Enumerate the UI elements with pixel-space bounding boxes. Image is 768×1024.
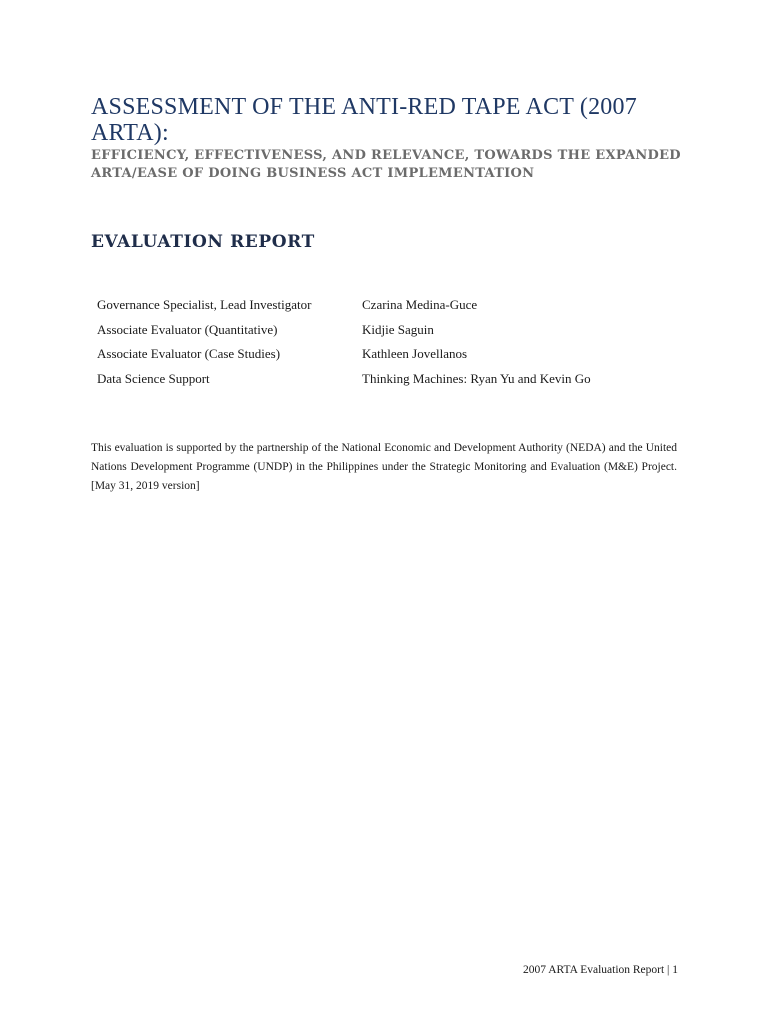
table-row — [97, 367, 657, 392]
evaluation-team-table — [97, 293, 657, 391]
team-member-name: Kidjie Saguin — [362, 321, 434, 337]
team-member-name: Kathleen Jovellanos — [362, 346, 468, 362]
page-footer: 2007 ARTA Evaluation Report | 1 — [523, 964, 678, 976]
team-role: Governance Specialist, Lead Investigator — [97, 297, 312, 313]
report-heading: EVALUATION REPORT — [91, 232, 315, 252]
team-role: Associate Evaluator (Quantitative) — [97, 321, 278, 337]
document-title: ASSESSMENT OF THE ANTI-RED TAPE ACT (2007 ARTA): — [91, 94, 637, 146]
team-role: Data Science Support — [97, 370, 210, 386]
team-member-name: Thinking Machines: Ryan Yu and Kevin Go — [362, 370, 591, 386]
table-row — [97, 342, 657, 367]
team-role: Associate Evaluator (Case Studies) — [97, 346, 281, 362]
table-row — [97, 318, 657, 343]
support-note: This evaluation is supported by the partnership of the National Economic and Development Authority (NEDA) and the United Nations Development Programme (UNDP) in the Philippines under the Strategic Monitoring and Evaluation (M&E) Project. [May 31, 2019 version] — [91, 442, 677, 492]
document-subtitle: EFFICIENCY, EFFECTIVENESS, AND RELEVANCE, TOWARDS THE EXPANDED ARTA/EASE OF DOING BUSINESS ACT IMPLEMENTATION — [91, 148, 681, 181]
team-member-name: Czarina Medina-Guce — [362, 297, 478, 313]
table-row — [97, 293, 657, 318]
